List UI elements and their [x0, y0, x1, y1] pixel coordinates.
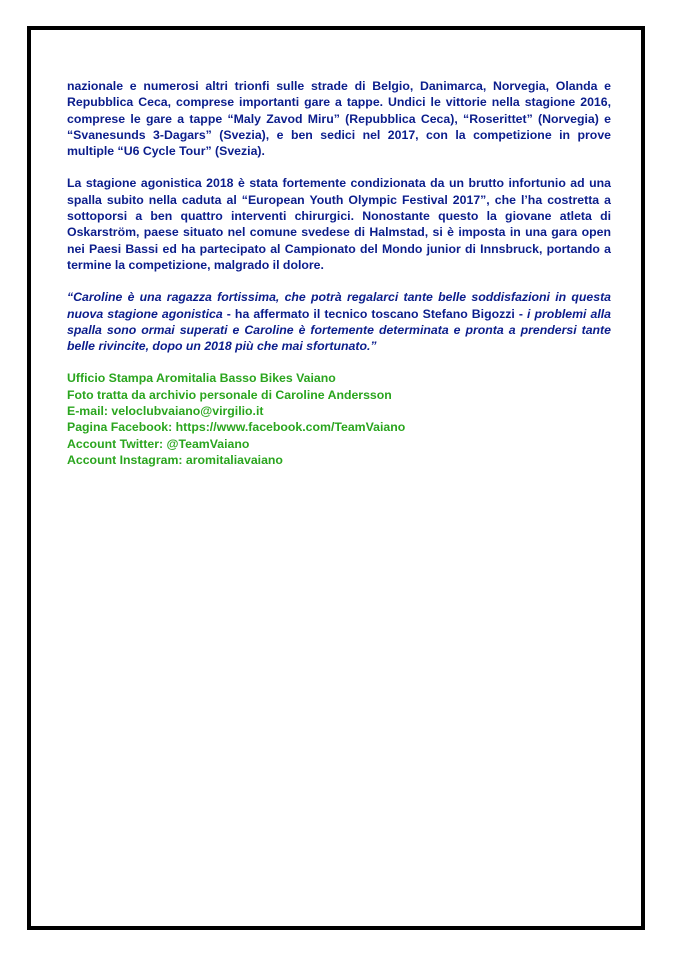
twitter-line: Account Twitter: @TeamVaiano [67, 436, 250, 451]
article-content [67, 78, 611, 468]
article-paragraph-2: La stagione agonistica 2018 è stata fortemente condizionata da un brutto infortunio ad una spalla subito nella caduta al “European Youth Olympic Festival 2017”, che l’ha costretta a sottoporsi a ben quattro interventi chirurgici. Nonostante questo la giovane atleta di Oskarström, paese situato nel comune svedese di Halmstad, si è imposta in una gara open nei Paesi Bassi ed ha partecipato al Campionato del Mondo junior di Innsbruck, portando a termine la competizione, malgrado il dolore. [67, 176, 611, 272]
email-line: E-mail: veloclubvaiano@virgilio.it [67, 404, 264, 419]
contact-block [67, 370, 611, 468]
page-frame [27, 26, 645, 930]
quote-part-2: i problemi alla spalla sono ormai superati e Caroline è fortemente determinata e pronta a prendersi tante belle rivincite, dopo un 2018 più che mai sfortunato.” [67, 306, 611, 354]
instagram-line: Account Instagram: aromitaliavaiano [67, 452, 283, 467]
quote-attribution: - ha affermato il tecnico toscano Stefano Bigozzi - [222, 306, 528, 321]
facebook-line: Pagina Facebook: https://www.facebook.com/TeamVaiano [67, 420, 406, 435]
press-office-line: Ufficio Stampa Aromitalia Basso Bikes Vaiano [67, 371, 336, 386]
coach-quote [67, 289, 611, 354]
photo-credit-line: Foto tratta da archivio personale di Caroline Andersson [67, 387, 392, 402]
article-paragraph-1: nazionale e numerosi altri trionfi sulle strade di Belgio, Danimarca, Norvegia, Olanda e Repubblica Ceca, comprese importanti gare a tappe. Undici le vittorie nella stagione 2016, comprese le gare a tappe “Maly Zavod Miru” (Repubblica Ceca), “Roserittet” (Norvegia) e “Svanesunds 3-Dagars” (Svezia), e ben sedici nel 2017, con la competizione in prove multiple “U6 Cycle Tour” (Svezia). [67, 79, 611, 159]
quote-part-1: “Caroline è una ragazza fortissima, che potrà regalarci tante belle soddisfazioni in questa nuova stagione agonistica [67, 290, 611, 321]
